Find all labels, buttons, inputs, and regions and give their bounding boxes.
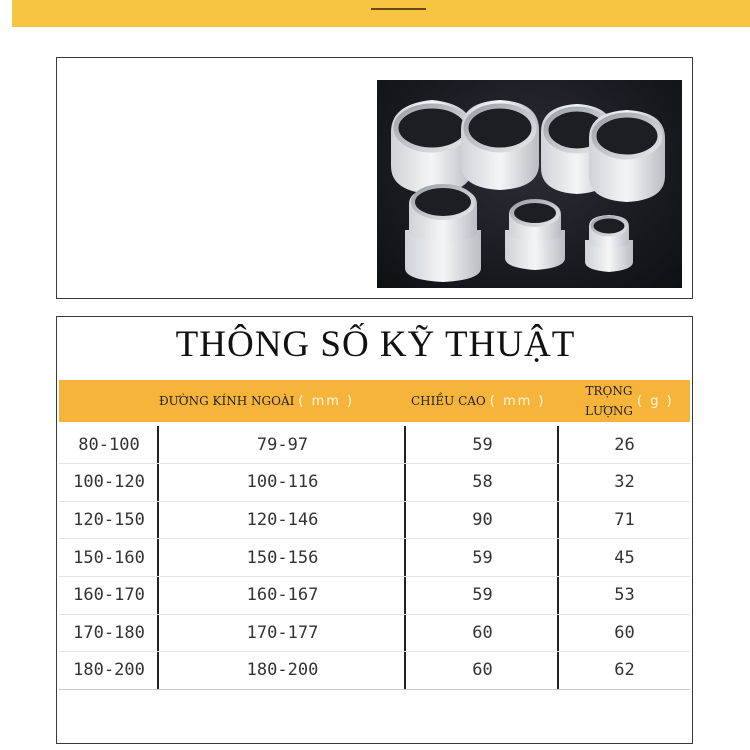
cell-weight: 71 — [614, 509, 635, 530]
cell-size: 160-170 — [73, 585, 145, 606]
header-weight-line2: LƯỢNG — [585, 404, 634, 418]
reducer-rings-illustration — [377, 80, 682, 288]
row-divider — [59, 501, 690, 502]
cell-size: 100-120 — [73, 472, 145, 493]
cell-height: 60 — [472, 660, 493, 681]
cell-diameter: 79-97 — [256, 434, 309, 455]
ring-front-2 — [505, 200, 565, 270]
spec-panel — [56, 316, 693, 744]
cell-diameter: 100-116 — [246, 472, 319, 493]
header-diameter-label: ĐƯỜNG KÍNH NGOÀI — [159, 394, 295, 408]
header-weight-line1: TRỌNG — [585, 384, 633, 398]
cell-weight: 32 — [614, 472, 635, 493]
row-divider — [59, 651, 690, 652]
row-divider — [59, 538, 690, 539]
cell-weight: 60 — [614, 622, 635, 643]
cell-size: 80-100 — [78, 434, 140, 455]
cell-weight: 62 — [614, 660, 635, 681]
cell-height: 59 — [472, 585, 493, 606]
cell-diameter: 150-156 — [246, 547, 319, 568]
ring-back-4 — [589, 110, 665, 202]
header-diameter — [159, 380, 354, 422]
cell-height: 90 — [472, 509, 493, 530]
row-divider — [59, 689, 690, 690]
banner-divider — [371, 8, 426, 10]
table-row — [59, 614, 690, 652]
top-banner — [12, 0, 750, 27]
header-height — [411, 380, 546, 422]
row-divider — [59, 576, 690, 577]
cell-size: 170-180 — [73, 622, 145, 643]
cell-height: 59 — [472, 547, 493, 568]
row-divider — [59, 614, 690, 615]
cell-diameter: 170-177 — [246, 622, 319, 643]
row-divider — [59, 463, 690, 464]
header-diameter-unit: ( mm ) — [298, 393, 355, 409]
table-row — [59, 576, 690, 614]
cell-size: 120-150 — [73, 509, 145, 530]
header-weight-label — [585, 381, 633, 421]
table-row — [59, 539, 690, 577]
table-body — [59, 426, 690, 689]
product-photo — [377, 80, 682, 288]
cell-weight: 45 — [614, 547, 635, 568]
cell-diameter: 180-200 — [246, 660, 319, 681]
header-weight — [585, 380, 674, 422]
table-row — [59, 501, 690, 539]
header-weight-unit: ( g ) — [637, 393, 674, 409]
cell-height: 58 — [472, 472, 493, 493]
cell-weight: 53 — [614, 585, 635, 606]
header-height-label: CHIỀU CAO — [411, 394, 486, 408]
cell-height: 59 — [472, 434, 493, 455]
cell-diameter: 160-167 — [246, 585, 319, 606]
product-photo-panel — [56, 57, 693, 299]
header-height-unit: ( mm ) — [489, 393, 546, 409]
ring-front-3 — [585, 215, 633, 272]
cell-size: 150-160 — [73, 547, 145, 568]
ring-back-2 — [461, 100, 539, 190]
cell-height: 60 — [472, 622, 493, 643]
ring-front-1 — [405, 186, 481, 282]
cell-diameter: 120-146 — [246, 509, 319, 530]
ring-back-1 — [391, 100, 473, 194]
table-row — [59, 464, 690, 502]
table-row — [59, 426, 690, 464]
table-header — [59, 380, 690, 422]
spec-title: THÔNG SỐ KỸ THUẬT — [175, 324, 576, 365]
cell-size: 180-200 — [73, 660, 145, 681]
cell-weight: 26 — [614, 434, 635, 455]
table-row — [59, 652, 690, 690]
